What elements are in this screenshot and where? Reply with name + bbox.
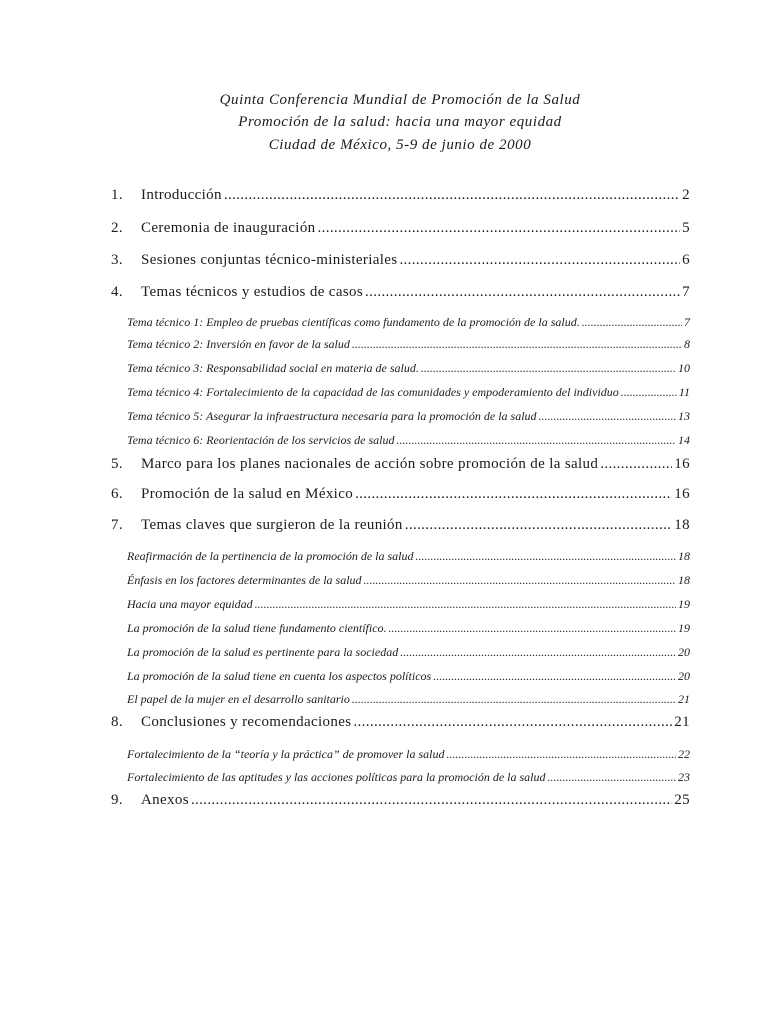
toc-entry xyxy=(111,515,690,535)
toc-entry-page: 18 xyxy=(674,517,690,533)
toc-entry-title: Temas claves que surgieron de la reunión xyxy=(141,517,403,533)
toc-subentry xyxy=(127,383,690,401)
toc-subentry xyxy=(127,745,690,763)
toc-subentry-page: 10 xyxy=(678,361,690,375)
leader-dots xyxy=(350,335,682,353)
leader-dots xyxy=(598,454,672,474)
toc-subentry-title: La promoción de la salud es pertinente para la sociedad xyxy=(127,645,399,659)
toc-entry-title: Marco para los planes nacionales de acción sobre promoción de la salud xyxy=(141,456,599,472)
toc-entry-number: 7. xyxy=(111,517,123,533)
toc-subentry-title: La promoción de la salud tiene fundamento científico. xyxy=(127,621,387,635)
toc-entry-title: Promoción de la salud en México xyxy=(141,486,354,502)
toc-entry-number: 3. xyxy=(111,252,123,268)
leader-dots xyxy=(222,185,680,205)
toc-subentry-page: 22 xyxy=(678,747,690,761)
toc-entry xyxy=(111,790,690,810)
leader-dots xyxy=(580,313,682,331)
toc-entry-number: 1. xyxy=(111,187,123,203)
toc-entry-page: 5 xyxy=(682,220,690,236)
toc-subentry xyxy=(127,335,690,353)
leader-dots xyxy=(253,595,676,613)
toc-entry xyxy=(111,250,690,270)
toc-subentry xyxy=(127,407,690,425)
toc-entry-number: 4. xyxy=(111,284,123,300)
toc-entry-page: 7 xyxy=(682,284,690,300)
toc-entry-number: 5. xyxy=(111,456,123,472)
toc-subentry-title: Fortalecimiento de la “teoría y la práctica” de promover la salud xyxy=(127,747,445,761)
toc-entry xyxy=(111,218,690,238)
toc-entry-title: Conclusiones y recomendaciones xyxy=(141,714,352,730)
toc-subentry-title: Tema técnico 3: Responsabilidad social en materia de salud. xyxy=(127,361,419,375)
leader-dots xyxy=(397,250,680,270)
toc-entry-page: 6 xyxy=(682,252,690,268)
toc-subentry-title: Hacia una mayor equidad xyxy=(127,597,253,611)
leader-dots xyxy=(353,484,672,504)
toc-subentry xyxy=(127,619,690,637)
toc-subentry-page: 20 xyxy=(678,645,690,659)
leader-dots xyxy=(350,690,676,708)
toc-subentry xyxy=(127,547,690,565)
toc-entry-number: 2. xyxy=(111,220,123,236)
toc-subentry-page: 13 xyxy=(678,409,690,423)
leader-dots xyxy=(419,359,676,377)
leader-dots xyxy=(363,282,680,302)
toc-subentry-title: Tema técnico 2: Inversión en favor de la salud xyxy=(127,337,350,351)
toc-subentry-page: 7 xyxy=(684,315,690,329)
toc-subentry-title: Tema técnico 6: Reorientación de los servicios de salud xyxy=(127,433,395,447)
leader-dots xyxy=(316,218,681,238)
toc-entry xyxy=(111,282,690,302)
toc-subentry-page: 21 xyxy=(678,692,690,706)
toc-entry-page: 16 xyxy=(674,456,690,472)
leader-dots xyxy=(189,790,672,810)
toc-subentry-page: 11 xyxy=(678,385,690,399)
conference-location-date: Ciudad de México, 5-9 de junio de 2000 xyxy=(268,137,532,153)
leader-dots xyxy=(403,515,673,535)
toc-subentry-page: 8 xyxy=(684,337,690,351)
toc-entry-title: Anexos xyxy=(141,792,189,808)
toc-subentry xyxy=(127,595,690,613)
toc-subentry-title: La promoción de la salud tiene en cuenta los aspectos políticos xyxy=(127,669,432,683)
toc-entry xyxy=(111,185,690,205)
toc-subentry xyxy=(127,313,690,331)
leader-dots xyxy=(395,431,676,449)
toc-subentry-page: 18 xyxy=(678,549,690,563)
leader-dots xyxy=(445,745,676,763)
toc-entry-title: Temas técnicos y estudios de casos xyxy=(141,284,364,300)
toc-subentry-title: Reafirmación de la pertinencia de la promoción de la salud xyxy=(127,549,414,563)
conference-subtitle: Promoción de la salud: hacia una mayor equidad xyxy=(238,114,562,130)
leader-dots xyxy=(537,407,676,425)
leader-dots xyxy=(546,768,676,786)
leader-dots xyxy=(387,619,676,637)
toc-entry-page: 16 xyxy=(674,486,690,502)
toc-subentry-title: Tema técnico 1: Empleo de pruebas científicas como fundamento de la promoción de la salud. xyxy=(127,315,580,329)
toc-subentry-title: Tema técnico 4: Fortalecimiento de la capacidad de las comunidades y empoderamiento del individuo xyxy=(127,385,619,399)
toc-subentry-title: El papel de la mujer en el desarrollo sanitario xyxy=(127,692,350,706)
leader-dots xyxy=(362,571,676,589)
toc-subentry xyxy=(127,571,690,589)
toc-entry-number: 9. xyxy=(111,792,123,808)
leader-dots xyxy=(431,667,676,685)
toc-entry-title: Ceremonia de inauguración xyxy=(141,220,316,236)
leader-dots xyxy=(619,383,677,401)
leader-dots xyxy=(351,712,672,732)
toc-subentry xyxy=(127,359,690,377)
toc-subentry-page: 19 xyxy=(678,597,690,611)
toc-subentry-title: Fortalecimiento de las aptitudes y las acciones políticas para la promoción de la salud xyxy=(127,770,546,784)
toc-subentry xyxy=(127,768,690,786)
toc-subentry-page: 18 xyxy=(678,573,690,587)
toc-entry xyxy=(111,712,690,732)
toc-subentry-page: 23 xyxy=(678,770,690,784)
toc-subentry xyxy=(127,690,690,708)
toc-entry-number: 8. xyxy=(111,714,123,730)
leader-dots xyxy=(398,643,676,661)
toc-entry xyxy=(111,454,690,474)
toc-subentry-title: Énfasis en los factores determinantes de la salud xyxy=(127,573,362,587)
toc-entry-page: 25 xyxy=(674,792,690,808)
toc-subentry xyxy=(127,667,690,685)
toc-subentry-page: 20 xyxy=(678,669,690,683)
toc-entry-page: 2 xyxy=(682,187,690,203)
toc-subentry-page: 14 xyxy=(678,433,690,447)
toc-entry xyxy=(111,484,690,504)
toc-subentry xyxy=(127,431,690,449)
toc-subentry-page: 19 xyxy=(678,621,690,635)
conference-title: Quinta Conferencia Mundial de Promoción de la Salud xyxy=(219,92,581,108)
toc-entry-title: Introducción xyxy=(141,187,222,203)
toc-subentry xyxy=(127,643,690,661)
leader-dots xyxy=(414,547,676,565)
toc-subentry-title: Tema técnico 5: Asegurar la infraestructura necesaria para la promoción de la salud xyxy=(127,409,537,423)
toc-entry-title: Sesiones conjuntas técnico-ministeriales xyxy=(141,252,398,268)
toc-entry-number: 6. xyxy=(111,486,123,502)
toc-entry-page: 21 xyxy=(674,714,690,730)
